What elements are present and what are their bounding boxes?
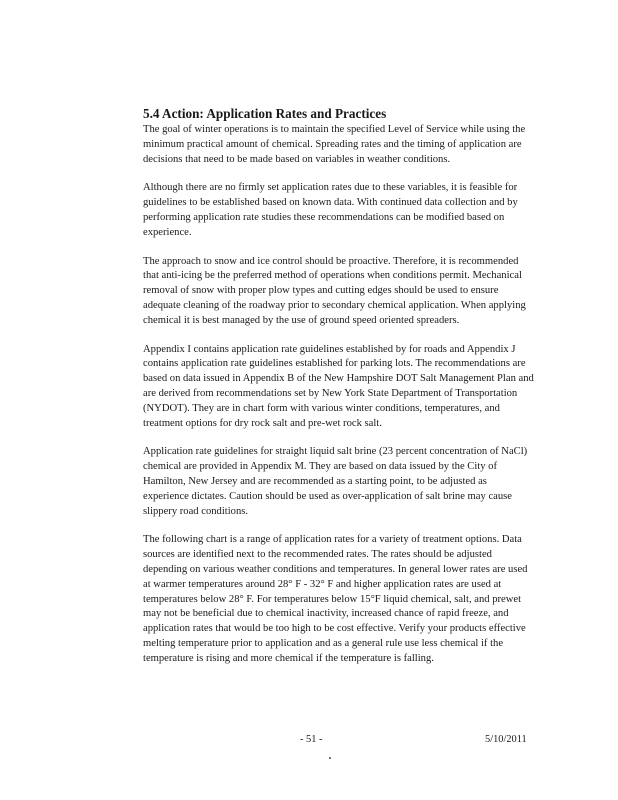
section-heading: 5.4 Action: Application Rates and Practices [143, 106, 387, 121]
paragraph-approach: The approach to snow and ice control should be proactive. Therefore, it is recommended that anti-icing be the preferred method of operations when conditions permit. Mechanical removal of snow with proper plow types and cutting edges should be used to ensure adequate cleaning of the roadway prior to secondary chemical application. When applying chemical it is best managed by the use of ground speed oriented spreaders. [143, 255, 526, 326]
scan-speck [329, 757, 331, 759]
paragraph-appendix: Appendix I contains application rate guidelines established by for roads and Appendix J contains application rate guidelines established for parking lots. The recommendations are based on data issued in Appendix B of the New Hampshire DOT Salt Management Plan and are derived from recommendations set by New York State Department of Transportation (NYDOT). They are in chart form with various winter conditions, temperatures, and treatment options for dry rock salt and pre-wet rock salt. [143, 343, 534, 429]
footer-date: 5/10/2011 [485, 734, 527, 745]
section-body [143, 106, 535, 681]
page-number: - 51 - [300, 734, 323, 745]
paragraph-goal: The goal of winter operations is to maintain the specified Level of Service while using the minimum practical amount of chemical. Spreading rates and the timing of application are decisions that need to be made based on variables in weather conditions. [143, 124, 526, 165]
paragraph-guidelines: Although there are no firmly set application rates due to these variables, it is feasible for guidelines to be established based on known data. With continued data collection and by performing application rate studies these recommendations can be modified based on experience. [143, 182, 518, 238]
paragraph-rates-chart: The following chart is a range of application rates for a variety of treatment options. Data sources are identified next to the recommended rates. The rates should be adjusted depending on various weather conditions and temperatures. In general lower rates are used at warmer temperatures around 28° F - 32° F and higher application rates are used at temperatures below 28° F. For temperatures below 15°F liquid chemical, salt, and prewet may not be beneficial due to chemical inactivity, increased chance of rapid freeze, and application rates that would be too high to be cost effective. Verify your products effective melting temperature prior to application and as a general rule use less chemical if the temperature is rising and more chemical if the temperature is falling. [143, 534, 528, 664]
paragraph-brine: Application rate guidelines for straight liquid salt brine (23 percent concentration of NaCl) chemical are provided in Appendix M. They are based on data issued by the City of Hamilton, New Jersey and are recommended as a starting point, to be adjusted as experience dictates. Caution should be used as over-application of salt brine may cause slippery road conditions. [143, 446, 528, 517]
